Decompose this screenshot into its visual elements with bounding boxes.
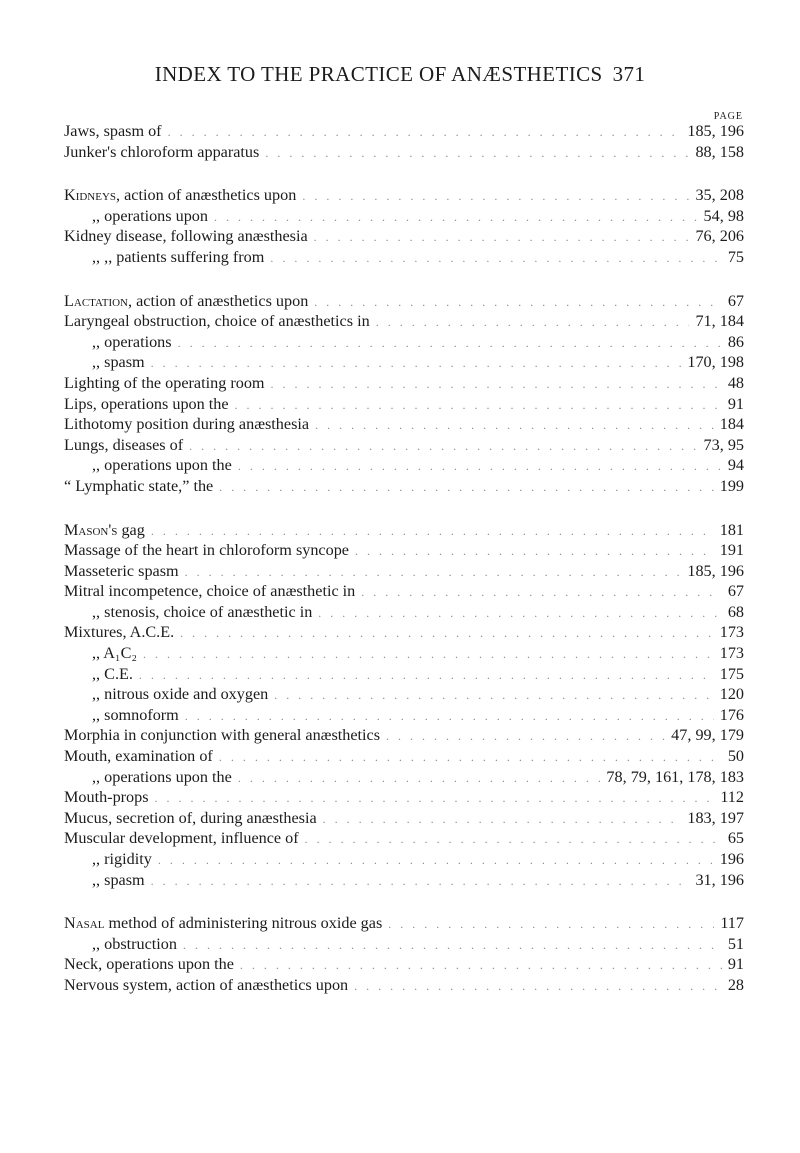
term-text: Jaws, spasm of <box>64 122 162 140</box>
index-entry <box>64 291 744 312</box>
index-term <box>64 622 174 643</box>
term-text: ,, operations upon the <box>92 456 232 475</box>
index-entry <box>64 121 744 142</box>
index-term <box>64 206 208 227</box>
dot-leader <box>302 186 689 207</box>
index-entry <box>64 975 744 996</box>
term-text: Nervous system, action of anæsthetics upon <box>64 975 349 994</box>
section-gap <box>64 497 744 520</box>
index-entry <box>64 435 744 456</box>
term-text: Mixtures, A.C.E. <box>64 623 175 642</box>
index-term <box>64 787 149 808</box>
dot-leader <box>315 415 714 436</box>
index-entry <box>64 913 744 934</box>
dot-leader <box>235 395 722 416</box>
index-term <box>64 247 264 268</box>
page-references: 199 <box>719 476 744 495</box>
page-references: 50 <box>727 747 744 766</box>
term-text: ,, ,, patients suffering from <box>92 247 265 266</box>
page-references: 173 <box>719 623 744 642</box>
dot-leader <box>355 541 714 562</box>
index-term <box>64 455 232 476</box>
index-entry <box>64 352 744 373</box>
page-references: 75 <box>727 247 744 266</box>
index-term <box>64 746 213 767</box>
dot-leader <box>354 976 722 997</box>
section-lead-word: Nasal <box>64 914 105 933</box>
section-lead-word: Mason's <box>64 520 118 539</box>
index-term <box>64 934 177 955</box>
index-entry <box>64 622 744 643</box>
index-term <box>64 414 309 435</box>
index-entry <box>64 414 744 435</box>
term-text: ,, operations <box>92 332 172 351</box>
term-text: ,, somnoform <box>92 705 179 724</box>
dot-leader <box>361 582 722 603</box>
dot-leader <box>219 747 722 768</box>
term-text: Mouth-props <box>64 788 149 807</box>
page-references: 191 <box>719 541 744 560</box>
dot-leader <box>265 143 689 164</box>
index-entry <box>64 664 744 685</box>
index-term <box>64 476 213 497</box>
page-references: 185, 196 <box>687 561 744 580</box>
index-term <box>64 581 355 602</box>
term-text: ,, obstruction <box>92 934 177 953</box>
page-references: 54, 98 <box>703 206 744 225</box>
dot-leader <box>178 333 722 354</box>
dot-leader <box>271 374 722 395</box>
index-entry <box>64 602 744 623</box>
dot-leader <box>143 644 714 665</box>
index-entry <box>64 540 744 561</box>
dot-leader <box>168 122 682 143</box>
term-text: ,, A₁C₂ <box>92 644 138 663</box>
index-term <box>64 643 137 664</box>
page-references: 71, 184 <box>695 312 744 331</box>
page-references: 175 <box>719 664 744 683</box>
term-text: Lighting of the operating room <box>64 373 265 392</box>
term-text: action of anæsthetics upon <box>120 186 297 205</box>
index-entry <box>64 476 744 497</box>
term-text: ,, spasm <box>92 870 145 889</box>
page-column-label: PAGE <box>713 111 743 122</box>
dot-leader <box>305 829 722 850</box>
term-text: ,, C.E. <box>92 664 133 683</box>
running-header <box>0 62 800 87</box>
index-term <box>64 954 234 975</box>
dot-leader <box>274 685 713 706</box>
page-references: 28 <box>727 975 744 994</box>
dot-leader <box>323 809 682 830</box>
dot-leader <box>238 768 601 789</box>
dot-leader <box>240 955 722 976</box>
index-term <box>64 121 162 142</box>
page-references: 76, 206 <box>695 227 744 246</box>
page-references: 181 <box>719 520 744 539</box>
page-references: 47, 99, 179 <box>671 726 744 745</box>
section-gap <box>64 268 744 291</box>
index-entry <box>64 226 744 247</box>
dot-leader <box>183 935 722 956</box>
index-term <box>64 311 370 332</box>
header-title: INDEX TO THE PRACTICE OF ANÆSTHETICS <box>154 62 603 86</box>
dot-leader <box>151 353 682 374</box>
index-entry <box>64 725 744 746</box>
term-text: Neck, operations upon the <box>64 955 234 974</box>
page-references: 67 <box>727 582 744 601</box>
page-references: 91 <box>727 394 744 413</box>
page-references: 68 <box>727 602 744 621</box>
index-entry <box>64 206 744 227</box>
term-text: ,, spasm <box>92 353 145 372</box>
page-references: 94 <box>727 456 744 475</box>
page-references: 67 <box>727 291 744 310</box>
dot-leader <box>214 207 698 228</box>
term-text: Mouth, examination of <box>64 747 213 766</box>
page-references: 173 <box>719 644 744 663</box>
index-entries <box>64 121 744 996</box>
term-text: Lithotomy position during anæsthesia <box>64 415 310 434</box>
page-references: 170, 198 <box>687 353 744 372</box>
index-term <box>64 849 152 870</box>
dot-leader <box>151 521 714 542</box>
index-term <box>64 913 382 934</box>
index-term <box>64 142 259 163</box>
index-entry <box>64 311 744 332</box>
index-term <box>64 352 145 373</box>
page-references: 88, 158 <box>695 142 744 161</box>
index-term <box>64 394 229 415</box>
term-text: action of anæsthetics upon <box>132 291 309 310</box>
dot-leader <box>270 248 721 269</box>
page-references: 176 <box>719 705 744 724</box>
index-entry <box>64 185 744 206</box>
dot-leader <box>180 623 714 644</box>
index-term <box>64 975 348 996</box>
term-text: Laryngeal obstruction, choice of anæsthetics in <box>64 312 370 331</box>
term-text: Mitral incompetence, choice of anæsthetic in <box>64 582 356 601</box>
term-text: “ Lymphatic state,” the <box>64 476 214 495</box>
index-entry <box>64 849 744 870</box>
page-references: 31, 196 <box>695 870 744 889</box>
index-entry <box>64 787 744 808</box>
index-entry <box>64 247 744 268</box>
term-text: Junker's chloroform apparatus <box>64 142 260 161</box>
dot-leader <box>314 292 722 313</box>
index-term <box>64 725 380 746</box>
dot-leader <box>219 477 713 498</box>
index-entry <box>64 455 744 476</box>
index-entry <box>64 705 744 726</box>
term-text: ,, operations upon the <box>92 767 232 786</box>
index-term <box>64 664 133 685</box>
index-entry <box>64 643 744 664</box>
page-references: 51 <box>727 934 744 953</box>
page-references: 35, 208 <box>695 186 744 205</box>
index-term <box>64 828 299 849</box>
index-term <box>64 684 268 705</box>
index-entry <box>64 870 744 891</box>
page-references: 65 <box>727 829 744 848</box>
term-text: method of administering nitrous oxide gas <box>104 914 383 933</box>
dot-leader <box>376 312 690 333</box>
dot-leader <box>386 726 665 747</box>
page-references: 183, 197 <box>687 808 744 827</box>
index-term <box>64 561 179 582</box>
dot-leader <box>151 871 690 892</box>
index-entry <box>64 746 744 767</box>
dot-leader <box>189 436 697 457</box>
index-term <box>64 185 296 206</box>
index-term <box>64 226 308 247</box>
index-entry <box>64 142 744 163</box>
page-references: 185, 196 <box>687 122 744 140</box>
term-text: Morphia in conjunction with general anæsthetics <box>64 726 381 745</box>
term-text: ,, nitrous oxide and oxygen <box>92 685 269 704</box>
index-term <box>64 767 232 788</box>
index-term <box>64 520 145 541</box>
index-entry <box>64 373 744 394</box>
page-references: 117 <box>720 914 744 933</box>
term-text: gag <box>117 520 145 539</box>
page-number: 371 <box>612 62 646 86</box>
index-entry <box>64 934 744 955</box>
term-text: Massage of the heart in chloroform syncope <box>64 541 349 560</box>
page-references: 73, 95 <box>703 435 744 454</box>
section-lead-word: Kidneys, <box>64 186 121 205</box>
index-term <box>64 602 312 623</box>
term-text: Masseteric spasm <box>64 561 179 580</box>
index-term <box>64 435 183 456</box>
index-term <box>64 870 145 891</box>
dot-leader <box>139 665 714 686</box>
section-lead-word: Lactation, <box>64 291 133 310</box>
page-references: 86 <box>727 332 744 351</box>
index-entry <box>64 520 744 541</box>
page-references: 78, 79, 161, 178, 183 <box>606 767 744 786</box>
index-entry <box>64 954 744 975</box>
term-text: ,, rigidity <box>92 850 152 868</box>
term-text: ,, operations upon <box>92 206 208 225</box>
section-gap <box>64 890 744 913</box>
term-text: Muscular development, influence of <box>64 829 299 848</box>
dot-leader <box>155 788 715 809</box>
index-term <box>64 705 179 726</box>
index-entry <box>64 767 744 788</box>
dot-leader <box>314 227 690 248</box>
index-entry <box>64 394 744 415</box>
page-references: 184 <box>719 415 744 434</box>
dot-leader <box>185 562 682 583</box>
page-references: 196 <box>719 850 744 868</box>
dot-leader <box>388 914 714 935</box>
term-text: Lips, operations upon the <box>64 394 229 413</box>
term-text: ,, stenosis, choice of anæsthetic in <box>92 602 313 621</box>
index-entry <box>64 561 744 582</box>
index-term <box>64 291 308 312</box>
term-text: Mucus, secretion of, during anæsthesia <box>64 808 317 827</box>
index-term <box>64 808 317 829</box>
page-references: 48 <box>727 373 744 392</box>
page-references: 120 <box>719 685 744 704</box>
page-references: 91 <box>727 955 744 974</box>
dot-leader <box>238 456 722 477</box>
dot-leader <box>158 850 714 871</box>
index-term <box>64 373 265 394</box>
index-entry <box>64 581 744 602</box>
index-term <box>64 540 349 561</box>
dot-leader <box>185 706 714 727</box>
index-entry <box>64 684 744 705</box>
dot-leader <box>318 603 722 624</box>
index-entry <box>64 808 744 829</box>
index-entry <box>64 828 744 849</box>
index-entry <box>64 332 744 353</box>
index-term <box>64 332 172 353</box>
page-references: 112 <box>720 788 744 807</box>
section-gap <box>64 162 744 185</box>
term-text: Kidney disease, following anæsthesia <box>64 227 308 246</box>
term-text: Lungs, diseases of <box>64 435 184 454</box>
